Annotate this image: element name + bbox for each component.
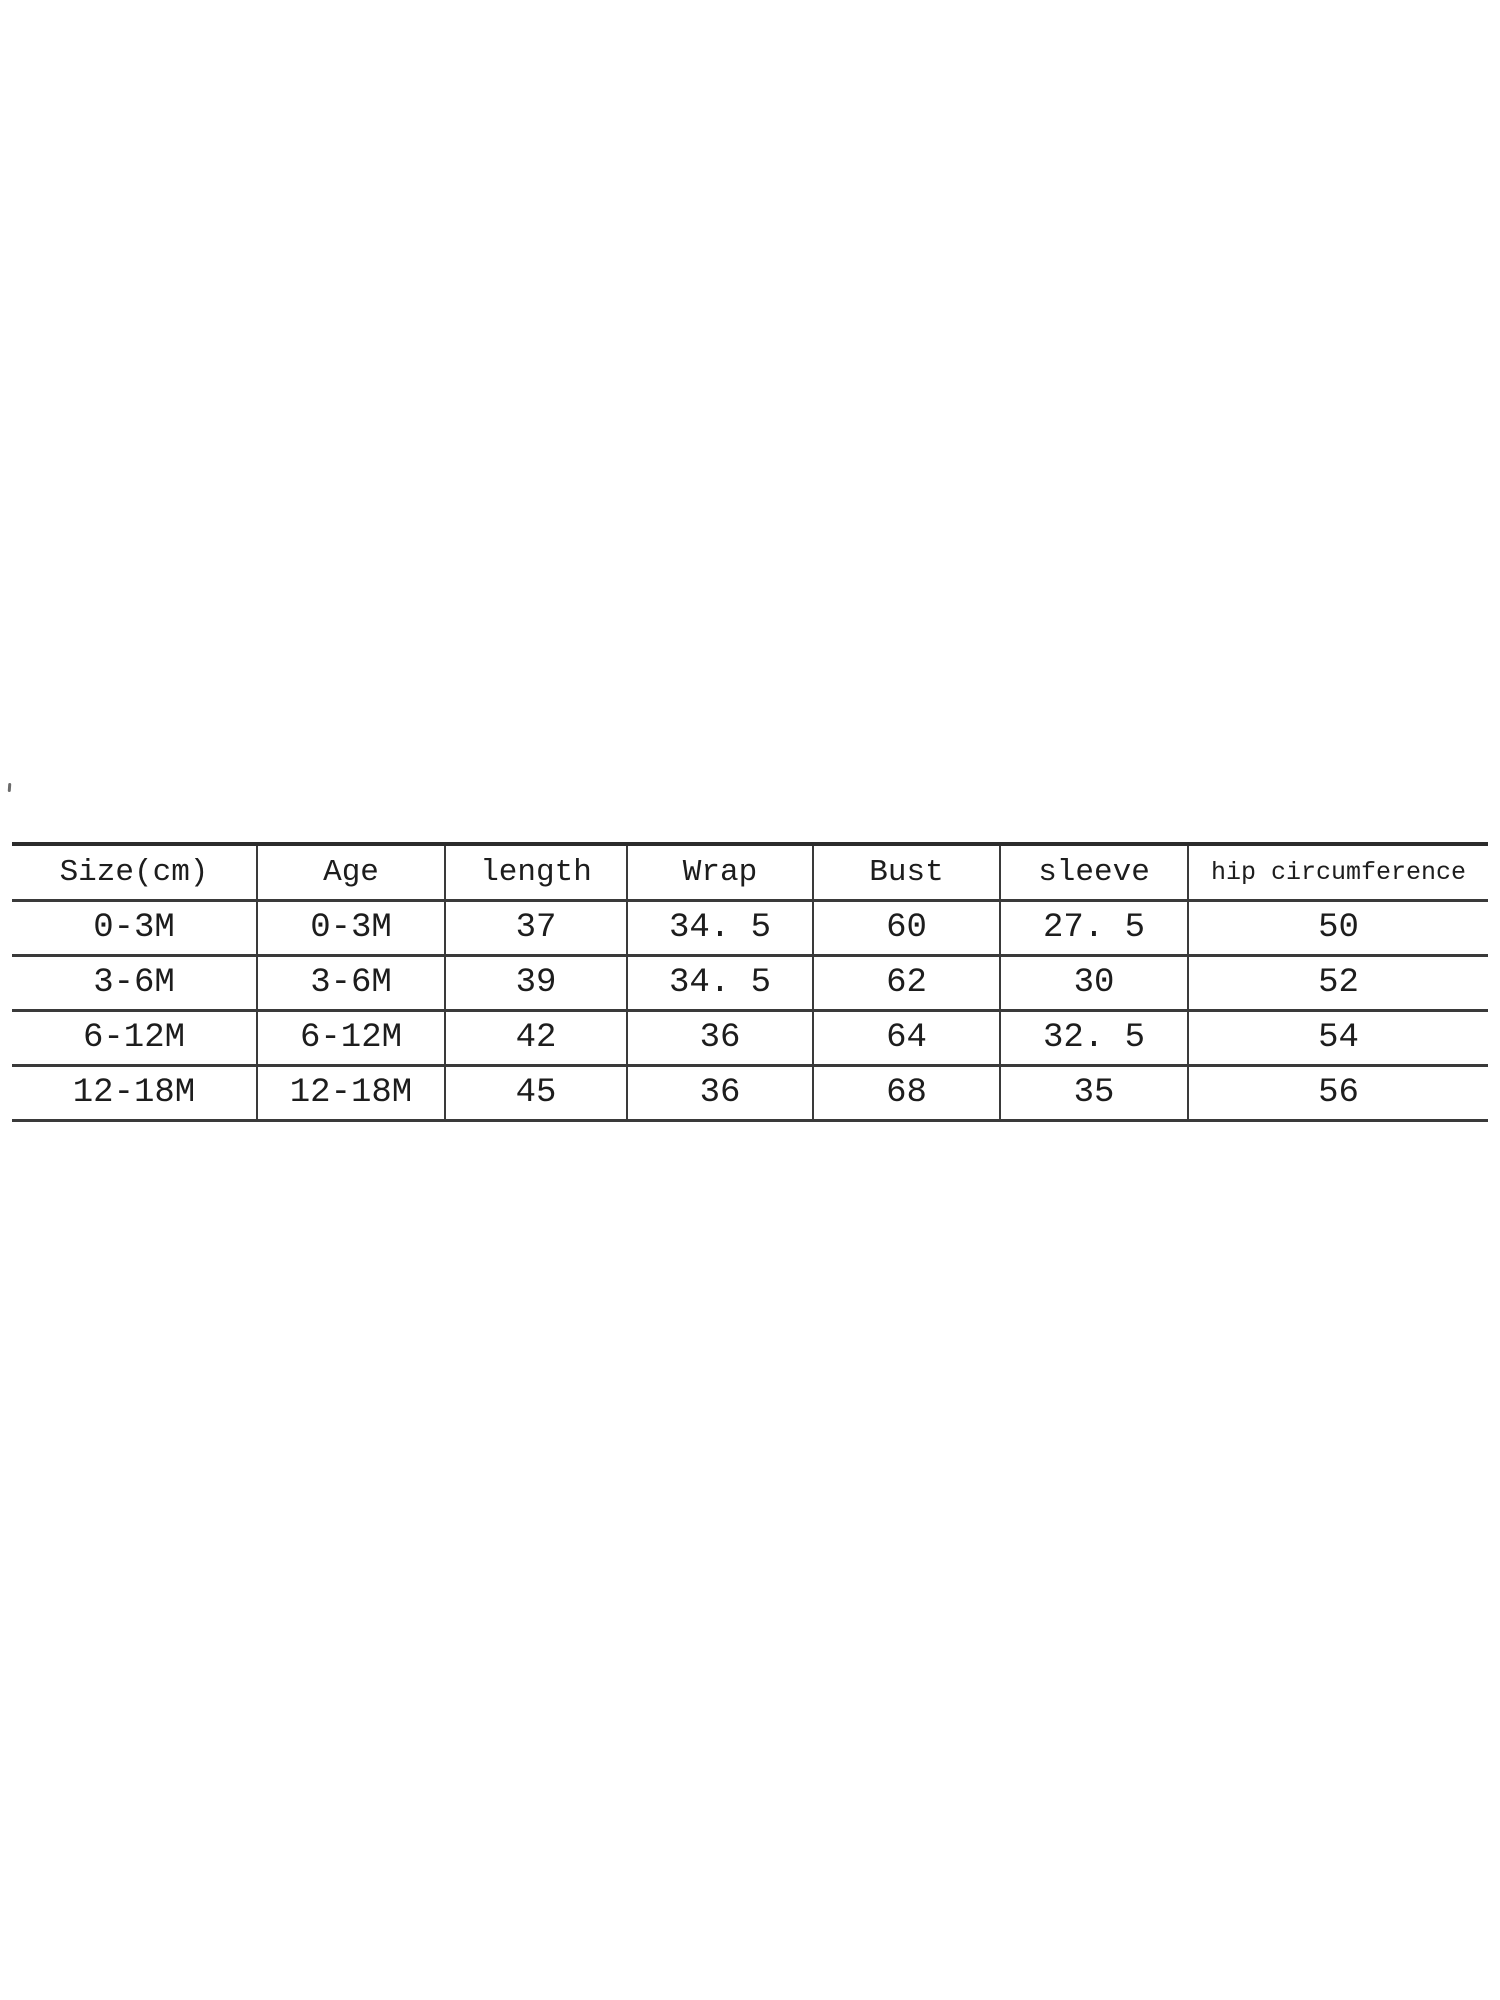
cell-wrap: 36 (627, 1011, 813, 1066)
cell-hip: 56 (1188, 1066, 1488, 1121)
col-header-sleeve: sleeve (1000, 844, 1188, 901)
cell-bust: 64 (813, 1011, 1000, 1066)
table-row-12-18m (12, 1066, 1488, 1121)
cell-hip: 50 (1188, 901, 1488, 956)
col-header-wrap: Wrap (627, 844, 813, 901)
cell-size: 6-12M (12, 1011, 257, 1066)
cell-sleeve: 35 (1000, 1066, 1188, 1121)
cell-size: 12-18M (12, 1066, 257, 1121)
cell-wrap: 36 (627, 1066, 813, 1121)
cell-age: 3-6M (257, 956, 445, 1011)
cell-hip: 52 (1188, 956, 1488, 1011)
cell-length: 42 (445, 1011, 627, 1066)
header-row (12, 844, 1488, 901)
table-row-3-6m (12, 956, 1488, 1011)
col-header-age: Age (257, 844, 445, 901)
col-header-size: Size(cm) (12, 844, 257, 901)
cell-age: 6-12M (257, 1011, 445, 1066)
cell-age: 12-18M (257, 1066, 445, 1121)
cell-sleeve: 30 (1000, 956, 1188, 1011)
size-chart (12, 842, 1488, 1122)
cell-wrap: 34. 5 (627, 901, 813, 956)
col-header-length: length (445, 844, 627, 901)
cell-sleeve: 32. 5 (1000, 1011, 1188, 1066)
stray-scan-mark (8, 783, 12, 792)
cell-length: 45 (445, 1066, 627, 1121)
table-row-6-12m (12, 1011, 1488, 1066)
cell-bust: 60 (813, 901, 1000, 956)
table-row-0-3m (12, 901, 1488, 956)
cell-bust: 62 (813, 956, 1000, 1011)
cell-size: 0-3M (12, 901, 257, 956)
size-chart-table (12, 842, 1488, 1122)
cell-sleeve: 27. 5 (1000, 901, 1188, 956)
cell-bust: 68 (813, 1066, 1000, 1121)
cell-wrap: 34. 5 (627, 956, 813, 1011)
col-header-hip-circumference: hip circumference (1188, 844, 1488, 901)
cell-length: 39 (445, 956, 627, 1011)
col-header-bust: Bust (813, 844, 1000, 901)
cell-hip: 54 (1188, 1011, 1488, 1066)
cell-size: 3-6M (12, 956, 257, 1011)
cell-length: 37 (445, 901, 627, 956)
cell-age: 0-3M (257, 901, 445, 956)
